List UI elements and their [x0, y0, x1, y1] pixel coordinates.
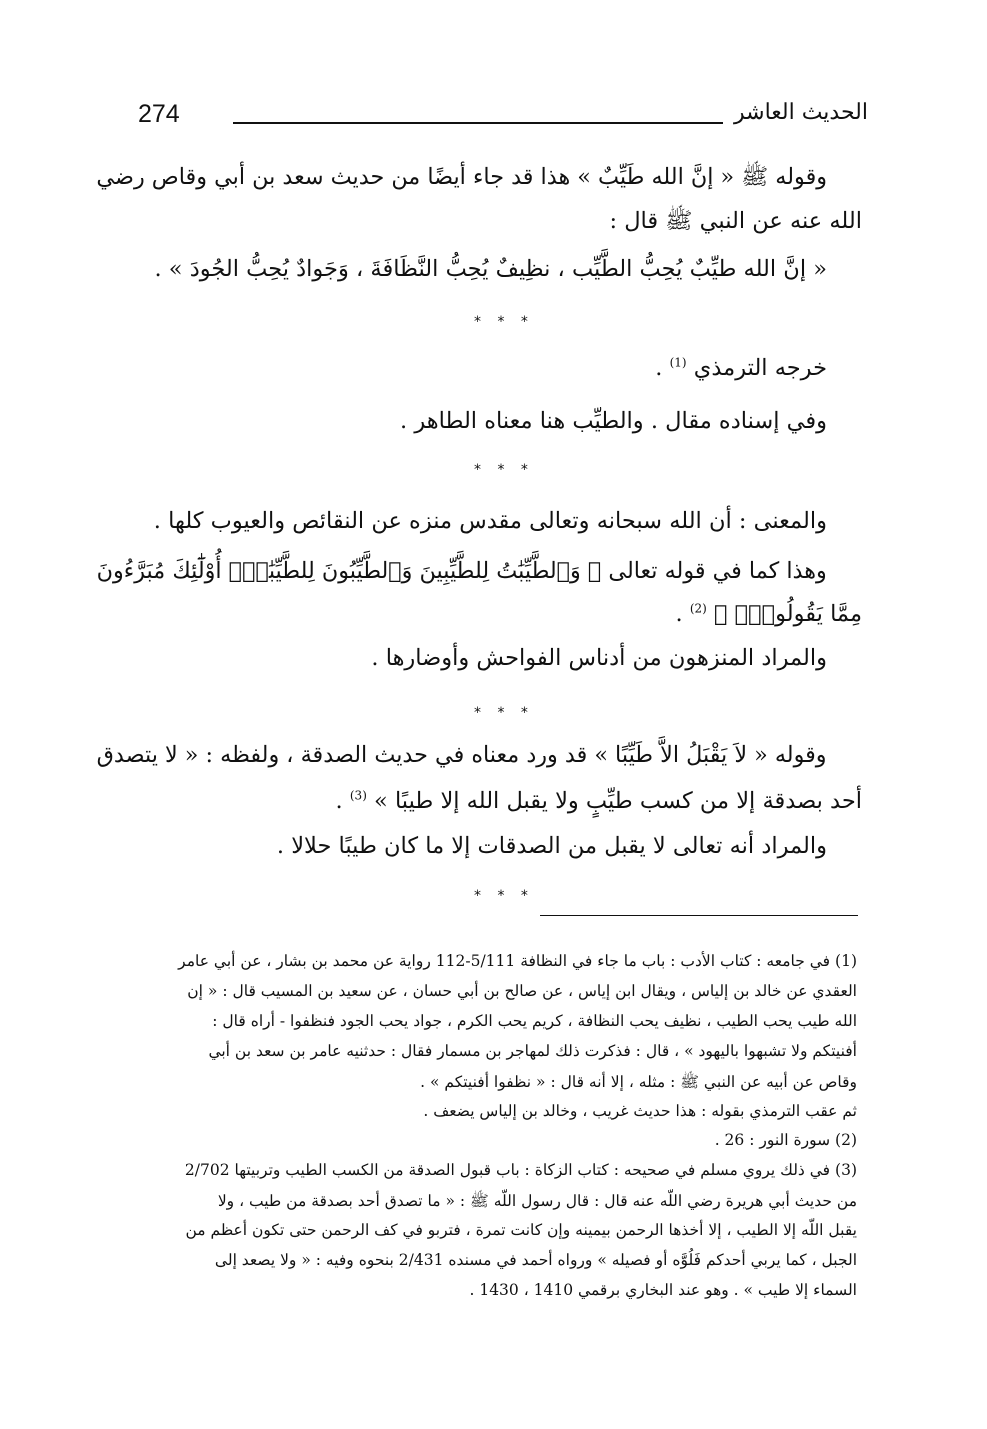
footnote-line: (1) في جامعه : كتاب الأدب : باب ما جاء في النظافة 5/111-112 رواية عن محمد بن بشار ، عن أبي عامر [178, 952, 857, 970]
punctuation: . [335, 788, 343, 814]
page-number: 274 [138, 100, 180, 128]
page-header [138, 100, 868, 140]
chapter-title: الحديث العاشر [734, 100, 868, 125]
footnote-line: العقدي عن خالد بن إلياس ، ويقال ابن إياس ، عن صالح بن أبي حسان ، عن سعيد بن المسيب قال : « إن [187, 982, 857, 1000]
section-separator: * * * [474, 888, 534, 904]
footnote-line: (3) في ذلك يروي مسلم في صحيحه : كتاب الزكاة : باب قبول الصدقة من الكسب الطيب وتربيتها 2/702 [184, 1161, 857, 1179]
footnote-rule [540, 915, 858, 916]
body-text: خرجه الترمذي [693, 355, 827, 381]
section-separator: * * * [474, 705, 534, 721]
section-separator: * * * [474, 314, 534, 330]
body-line: وقوله « لاَ يَقْبَلُ الاَّ طَيِّبًا » قد ورد معناه في حديث الصدقة ، ولفظه : « لا يتصدق [97, 742, 827, 768]
body-line: « إنَّ الله طيِّبٌ يُحِبُّ الطَّيِّب ، نظِيفٌ يُحِبُّ النَّظَافَةَ ، وَجَوادٌ يُحِبُّ الجُودَ » . [154, 256, 827, 282]
footnote-line: السماء إلا طيب » . وهو عند البخاري برقمي 1410 ، 1430 . [469, 1281, 857, 1299]
body-line: والمعنى : أن الله سبحانه وتعالى مقدس منزه عن النقائص والعيوب كلها . [153, 508, 827, 534]
footnote-ref: (1) [669, 355, 687, 370]
body-line [655, 355, 827, 381]
footnote-line: من حديث أبي هريرة رضي اللّه عنه قال : قال رسول اللّه ﷺ : « ما تصدق أحد بصدقة من طيب ، ولا [217, 1192, 857, 1210]
footnote-ref: (2) [689, 601, 707, 616]
header-rule [233, 122, 723, 124]
footnote-line: وقاص عن أبيه عن النبي ﷺ : مثله ، إلا أنه قال : « نظفوا أفنيتكم » . [420, 1073, 857, 1091]
body-text: مِمَّا يَقُولُونَۖ ﴾ [714, 601, 862, 627]
body-line: والمراد أنه تعالى لا يقبل من الصدقات إلا ما كان طيبًا حلالا . [276, 833, 827, 859]
footnote-line: يقبل اللّه إلا الطيب ، إلا أخذها الرحمن بيمينه وإن كانت تمرة ، فتربو في كف الرحمن حتى تكون أعظم من [185, 1221, 857, 1239]
punctuation: . [655, 355, 663, 381]
body-line [336, 788, 862, 814]
body-line [676, 601, 862, 627]
footnote-line: (2) سورة النور : 26 . [714, 1131, 857, 1149]
footnote-line: الله طيب يحب الطيب ، نظيف يحب النظافة ، كريم يحب الكرم ، جواد يحب الجود فنظفوا - أراه قال : [212, 1012, 857, 1030]
footnote-line: أفنيتكم ولا تشبهوا باليهود » ، قال : فذكرت ذلك لمهاجر بن مسمار فقال : حدثنيه عامر بن سعد بن أبي [208, 1042, 857, 1060]
punctuation: . [675, 601, 683, 627]
section-separator: * * * [474, 462, 534, 478]
body-text: أحد بصدقة إلا من كسب طيِّبٍ ولا يقبل الله إلا طيبًا » [374, 788, 862, 814]
body-line: وقوله ﷺ « إنَّ الله طَيِّبٌ » هذا قد جاء أيضًا من حديث سعد بن أبي وقاص رضي [96, 164, 827, 190]
body-line: وفي إسناده مقال . والطيِّب هنا معناه الطاهر . [400, 408, 827, 434]
body-line: والمراد المنزهون من أدناس الفواحش وأوضارها . [371, 645, 827, 671]
footnote-line: ثم عقب الترمذي بقوله : هذا حديث غريب ، وخالد بن إلياس يضعف . [423, 1102, 857, 1120]
body-line: الله عنه عن النبي ﷺ قال : [609, 208, 862, 234]
body-line: وهذا كما في قوله تعالى ﴿ وَٱلطَّيِّبَٰتُ لِلطَّيِّبِينَ وَٱلطَّيِّبُونَ لِلطَّيِّبَٰتِۚ أُوْلَٰٓئِكَ مُبَرَّءُونَ [96, 558, 827, 584]
footnote-ref: (3) [349, 788, 367, 803]
footnote-line: الجبل ، كما يربي أحدكم فَلُوَّه أو فصيله » ورواه أحمد في مسنده 2/431 بنحوه وفيه : « ولا يصعد إلى [214, 1251, 857, 1269]
